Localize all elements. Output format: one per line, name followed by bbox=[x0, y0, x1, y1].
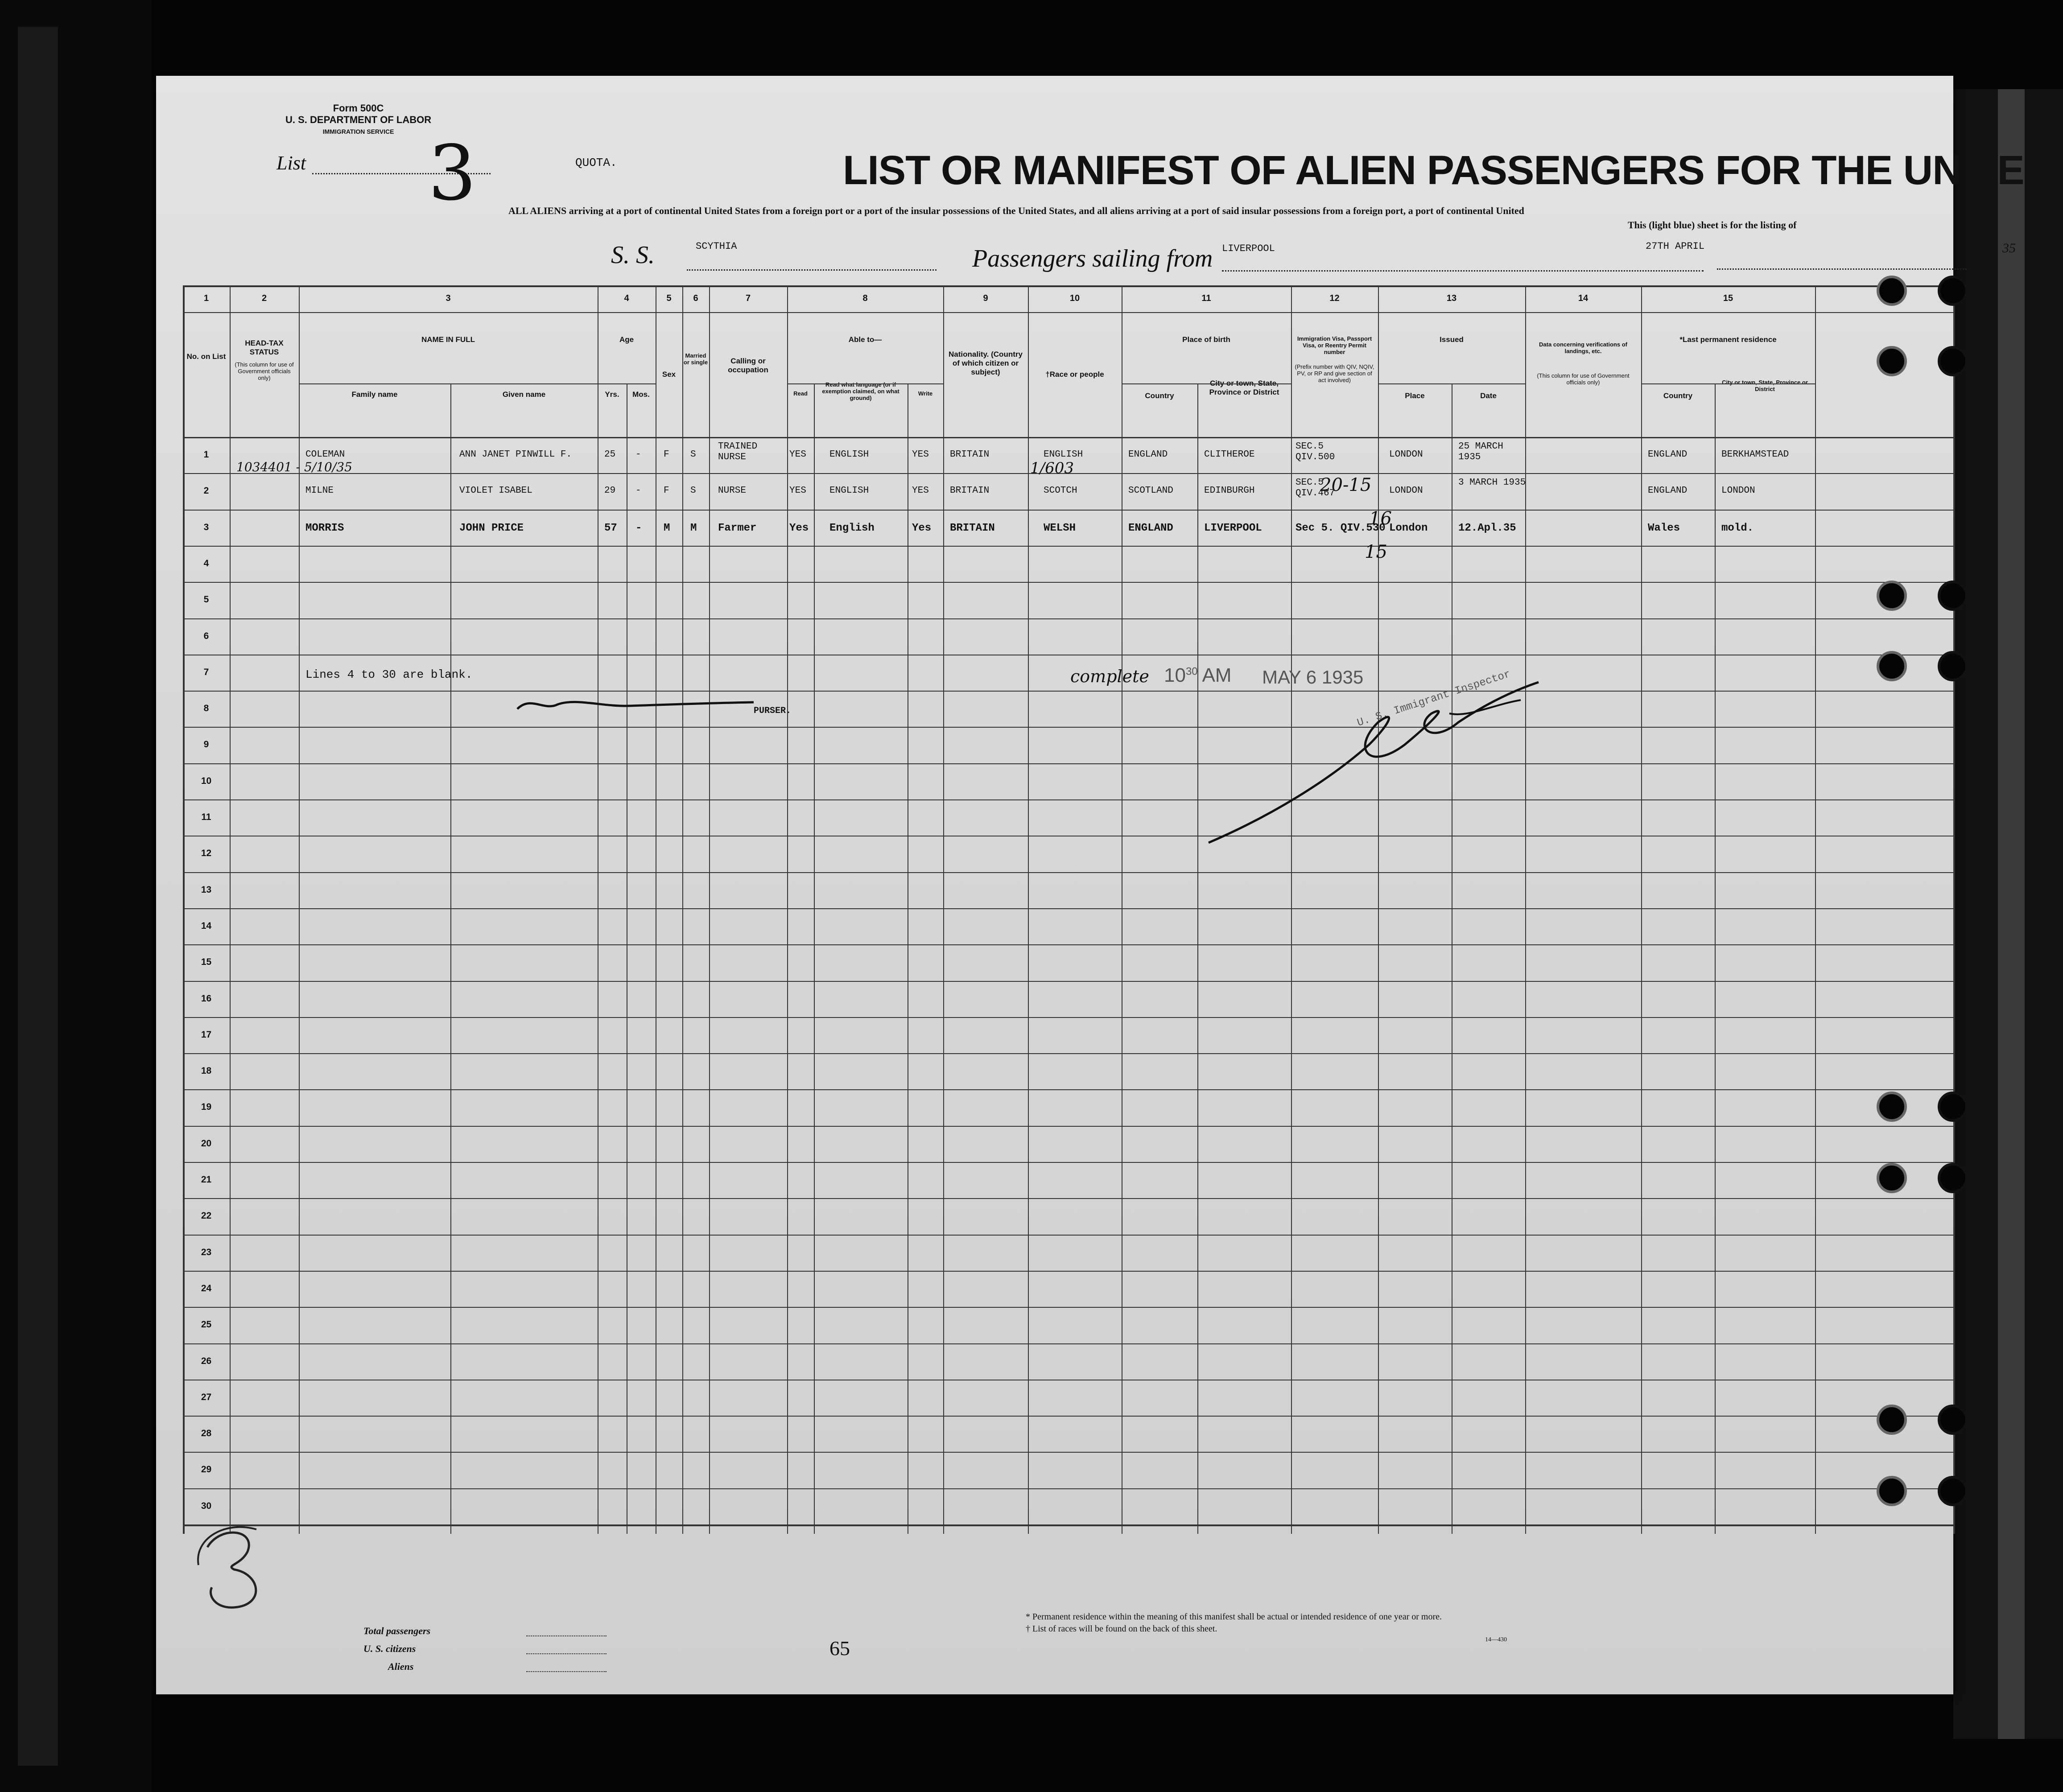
punch-hole bbox=[1938, 346, 1968, 376]
row-nationality: BRITAIN bbox=[950, 449, 990, 460]
hdr-given-name: Given name bbox=[502, 390, 546, 399]
hdr-res-city: City or town, State, Province or District bbox=[1722, 379, 1808, 392]
hdr-write: Write bbox=[918, 390, 933, 397]
row-nationality: BRITAIN bbox=[950, 522, 995, 534]
ss-label: S. S. bbox=[611, 241, 655, 269]
row-visa: SEC.5 QIV.467 bbox=[1296, 478, 1335, 499]
row-issued-date: 3 MARCH 1935 bbox=[1458, 478, 1526, 488]
row-res-city: mold. bbox=[1721, 522, 1754, 534]
row-divider bbox=[183, 510, 1953, 511]
col-number: 2 bbox=[261, 293, 267, 303]
line-number: 26 bbox=[201, 1355, 212, 1366]
hdr-nationality: Nationality. (Country of which citizen or subject) bbox=[949, 350, 1023, 376]
row-divider bbox=[183, 1524, 1953, 1526]
row-divider bbox=[183, 1416, 1953, 1417]
column-divider bbox=[943, 285, 944, 1534]
line-number: 20 bbox=[201, 1138, 212, 1149]
row-divider bbox=[183, 582, 1953, 583]
punch-hole bbox=[1877, 1092, 1907, 1122]
punch-hole bbox=[1938, 1163, 1968, 1193]
department: U. S. DEPARTMENT OF LABOR bbox=[285, 114, 432, 125]
hdr-family-name: Family name bbox=[351, 390, 398, 399]
line-number: 9 bbox=[203, 739, 209, 750]
row-issued-date: 25 MARCH 1935 bbox=[1458, 441, 1503, 462]
row-divider bbox=[183, 1198, 1953, 1199]
hdr-calling: Calling or occupation bbox=[728, 357, 768, 374]
row-married: S bbox=[690, 449, 696, 460]
races-note: † List of races will be found on the back of this sheet. bbox=[1026, 1624, 1217, 1634]
port-line bbox=[1222, 270, 1704, 272]
punch-hole bbox=[1877, 1476, 1907, 1506]
year-prefix: 19 bbox=[1971, 246, 1996, 273]
punch-hole bbox=[1877, 276, 1907, 306]
row-issued-place: London bbox=[1389, 522, 1428, 534]
punch-hole bbox=[1938, 1092, 1968, 1122]
punch-hole bbox=[1877, 651, 1907, 681]
departure-port: LIVERPOOL bbox=[1222, 243, 1275, 254]
purser-label: PURSER. bbox=[754, 706, 792, 716]
form-code: 14—430 bbox=[1485, 1636, 1507, 1643]
col-number: 12 bbox=[1329, 293, 1340, 303]
punch-hole bbox=[1938, 276, 1968, 306]
col-number: 4 bbox=[624, 293, 629, 303]
row-mos: - bbox=[635, 522, 642, 534]
row-res-city: BERKHAMSTEAD bbox=[1721, 449, 1789, 460]
line-number: 27 bbox=[201, 1392, 212, 1402]
column-divider bbox=[450, 383, 451, 1534]
row-write: Yes bbox=[912, 522, 932, 534]
subheader-divider bbox=[787, 383, 943, 384]
line-number: 22 bbox=[201, 1211, 212, 1221]
column-number-divider bbox=[183, 312, 1953, 313]
col-number: 14 bbox=[1578, 293, 1589, 303]
row-divider bbox=[183, 1307, 1953, 1308]
line-number: 23 bbox=[201, 1247, 212, 1257]
col-number: 3 bbox=[446, 293, 451, 303]
year-suffix: 35 bbox=[2002, 241, 2016, 255]
table-top-border bbox=[183, 285, 1953, 287]
row-write: YES bbox=[912, 486, 929, 496]
instruction-text: ALL ALIENS arriving at a port of continental United States from a foreign port or a port of the insular possessions of the United States, and all aliens arriving at a port of said insular possessions from a foreign port, a port of continental United bbox=[508, 205, 1524, 216]
residence-note: * Permanent residence within the meaning of this manifest shall be actual or intended residence of one year or more. bbox=[1026, 1612, 1442, 1622]
ship-name: SCYTHIA bbox=[696, 241, 737, 252]
row-race: SCOTCH bbox=[1044, 486, 1077, 496]
row-issued-date: 12.Apl.35 bbox=[1458, 522, 1516, 534]
total-passengers-label: Total passengers bbox=[363, 1625, 431, 1636]
row-divider bbox=[183, 799, 1953, 800]
row-divider bbox=[183, 1235, 1953, 1236]
row-res-city: LONDON bbox=[1721, 486, 1755, 496]
punch-hole bbox=[1877, 1405, 1907, 1435]
row-divider bbox=[183, 1017, 1953, 1018]
column-divider bbox=[682, 285, 683, 1534]
row-race: ENGLISH bbox=[1044, 449, 1083, 460]
service: IMMIGRATION SERVICE bbox=[322, 128, 394, 135]
annotation-20-15: 20-15 bbox=[1320, 475, 1372, 495]
subheader-divider bbox=[1122, 383, 1291, 384]
row-visa: SEC.5 QIV.500 bbox=[1296, 441, 1335, 462]
hdr-age: Age bbox=[619, 335, 634, 344]
hdr-verif: Data concerning verifications of landings, etc. bbox=[1539, 341, 1627, 354]
row-divider bbox=[183, 1089, 1953, 1090]
row-divider bbox=[183, 1271, 1953, 1272]
row-read: YES bbox=[789, 486, 806, 496]
row-birth-city: CLITHEROE bbox=[1204, 449, 1255, 460]
list-number: 3 bbox=[428, 129, 477, 218]
hdr-issued-place: Place bbox=[1405, 391, 1425, 400]
line-number: 13 bbox=[201, 884, 212, 895]
page-number: 65 bbox=[829, 1637, 850, 1660]
hdr-issued: Issued bbox=[1440, 335, 1464, 344]
aliens-line bbox=[526, 1671, 607, 1672]
row-lang: ENGLISH bbox=[829, 486, 869, 496]
line-number: 6 bbox=[203, 630, 209, 641]
row-family: MORRIS bbox=[305, 522, 344, 534]
hdr-birth-city: City or town, State, Province or District bbox=[1209, 379, 1279, 396]
col-number: 10 bbox=[1069, 293, 1080, 303]
row-calling: TRAINED NURSE bbox=[718, 441, 758, 462]
hdr-visa-note: (Prefix number with QIV, NQIV, PV, or RP and give section of act involved) bbox=[1295, 363, 1374, 383]
line-number: 2 bbox=[203, 486, 209, 496]
row-divider bbox=[183, 908, 1953, 909]
hdr-no-on-list: No. on List bbox=[186, 352, 226, 361]
col-number: 8 bbox=[862, 293, 868, 303]
row-birth-city: EDINBURGH bbox=[1204, 486, 1255, 496]
sailing-label: Passengers sailing from bbox=[972, 245, 1213, 272]
hdr-last-res: *Last permanent residence bbox=[1679, 335, 1777, 344]
col-number: 6 bbox=[693, 293, 698, 303]
punch-hole bbox=[1938, 581, 1968, 611]
row-divider bbox=[183, 1343, 1953, 1344]
row-birth-country: ENGLAND bbox=[1128, 522, 1173, 534]
row-visa: Sec 5. QIV.530 bbox=[1296, 522, 1386, 534]
row-divider bbox=[183, 546, 1953, 547]
hdr-head-tax-note: (This column for use of Government officials only) bbox=[235, 361, 294, 381]
col-number: 13 bbox=[1446, 293, 1457, 303]
row-issued-place: LONDON bbox=[1389, 486, 1423, 496]
row-divider bbox=[183, 1488, 1953, 1489]
col-number: 15 bbox=[1723, 293, 1733, 303]
row-divider bbox=[183, 618, 1953, 619]
hdr-able-to: Able to— bbox=[848, 335, 882, 344]
line-number: 1 bbox=[203, 449, 209, 460]
hdr-mos: Mos. bbox=[632, 390, 650, 399]
row-yrs: 29 bbox=[604, 486, 616, 496]
line-number: 15 bbox=[201, 957, 212, 968]
purser-signature bbox=[513, 693, 763, 716]
hdr-res-country: Country bbox=[1663, 391, 1693, 400]
punch-hole bbox=[1877, 346, 1907, 376]
col-number: 1 bbox=[203, 293, 209, 303]
row-read: Yes bbox=[789, 522, 809, 534]
list-label: List bbox=[276, 152, 306, 174]
row-birth-country: SCOTLAND bbox=[1128, 486, 1173, 496]
hdr-sex: Sex bbox=[662, 370, 676, 379]
col-number: 5 bbox=[666, 293, 672, 303]
row-res-country: ENGLAND bbox=[1648, 449, 1688, 460]
row-write: YES bbox=[912, 449, 929, 460]
instruction-text-2: This (light blue) sheet is for the listing of bbox=[1628, 219, 1797, 231]
line-number: 4 bbox=[203, 558, 209, 568]
line-number: 16 bbox=[201, 993, 212, 1004]
stamp-hour: 10 bbox=[1164, 664, 1186, 686]
film-edge-left bbox=[0, 0, 152, 1792]
subheader-divider bbox=[1641, 383, 1815, 384]
row-divider bbox=[183, 872, 1953, 873]
line-number: 19 bbox=[201, 1102, 212, 1112]
film-edge-right bbox=[1953, 89, 2063, 1739]
sailing-date: 27TH APRIL bbox=[1646, 241, 1705, 252]
row-lang: ENGLISH bbox=[829, 449, 869, 460]
stamp-date: MAY 6 1935 bbox=[1262, 667, 1364, 688]
punch-hole bbox=[1938, 1405, 1968, 1435]
column-divider bbox=[1525, 285, 1526, 1534]
stamp-am: AM bbox=[1202, 664, 1232, 686]
line-number: 29 bbox=[201, 1464, 212, 1475]
punch-hole bbox=[1877, 1163, 1907, 1193]
column-divider bbox=[787, 285, 788, 1534]
row-mos: - bbox=[635, 449, 641, 460]
line-number: 28 bbox=[201, 1428, 212, 1439]
annotation-15: 15 bbox=[1365, 542, 1387, 562]
hdr-read-lang: Read what language (or if exemption claimed, on what ground) bbox=[822, 381, 899, 401]
hdr-name-in-full: NAME IN FULL bbox=[421, 335, 475, 344]
annotation-16: 16 bbox=[1369, 508, 1392, 529]
row-divider bbox=[183, 1452, 1953, 1453]
us-citizens-label: U. S. citizens bbox=[363, 1643, 416, 1654]
row-divider bbox=[183, 727, 1953, 728]
column-divider bbox=[230, 285, 231, 1534]
row-yrs: 25 bbox=[604, 449, 616, 460]
row-given: ANN JANET PINWILL F. bbox=[459, 449, 572, 460]
hdr-issued-date: Date bbox=[1480, 391, 1497, 400]
row-yrs: 57 bbox=[604, 522, 617, 534]
punch-hole bbox=[1938, 651, 1968, 681]
column-divider bbox=[1028, 285, 1029, 1534]
column-divider bbox=[1715, 383, 1716, 1534]
column-divider bbox=[1291, 285, 1292, 1534]
stamp-minute: 30 bbox=[1185, 665, 1198, 678]
blank-lines-note: Lines 4 to 30 are blank. bbox=[305, 668, 473, 681]
ship-line bbox=[687, 269, 937, 271]
line-number: 12 bbox=[201, 848, 212, 859]
hdr-yrs: Yrs. bbox=[605, 390, 619, 399]
date-line bbox=[1717, 268, 1967, 270]
row-birth-city: LIVERPOOL bbox=[1204, 522, 1262, 534]
row-divider bbox=[183, 981, 1953, 982]
total-passengers-line bbox=[526, 1635, 607, 1636]
row-lang: English bbox=[829, 522, 875, 534]
circled-number bbox=[190, 1520, 292, 1619]
row-res-country: ENGLAND bbox=[1648, 486, 1688, 496]
row-race: WELSH bbox=[1044, 522, 1076, 534]
row-married: S bbox=[690, 486, 696, 496]
column-divider bbox=[1815, 285, 1816, 1534]
line-number: 18 bbox=[201, 1066, 212, 1076]
row-nationality: BRITAIN bbox=[950, 486, 990, 496]
inspector-stamp: U. S. Immigrant Inspector bbox=[1356, 668, 1512, 729]
row-calling: Farmer bbox=[718, 522, 757, 534]
line-number: 21 bbox=[201, 1174, 212, 1185]
hdr-birth-country: Country bbox=[1145, 391, 1174, 400]
quota-label: QUOTA. bbox=[575, 156, 617, 169]
column-divider bbox=[1953, 285, 1955, 1534]
hdr-race: †Race or people bbox=[1045, 370, 1104, 379]
header-bottom-border bbox=[183, 437, 1953, 438]
col-number: 11 bbox=[1201, 293, 1211, 303]
inspector-signature bbox=[1182, 655, 1672, 861]
subheader-divider bbox=[299, 383, 598, 384]
row-sex: M bbox=[664, 522, 670, 534]
col-number: 9 bbox=[983, 293, 988, 303]
line-number: 24 bbox=[201, 1283, 212, 1294]
column-divider bbox=[1197, 383, 1198, 1534]
row-divider bbox=[183, 1053, 1953, 1054]
aliens-label: Aliens bbox=[388, 1661, 414, 1672]
line-number: 7 bbox=[203, 667, 209, 677]
hdr-visa: Immigration Visa, Passport Visa, or Reentry Permit number bbox=[1297, 335, 1372, 355]
form-header bbox=[285, 103, 431, 137]
annotation-1603: 1/603 bbox=[1030, 459, 1074, 477]
row-given: JOHN PRICE bbox=[459, 522, 524, 534]
row-divider bbox=[183, 763, 1953, 764]
row-family: COLEMAN bbox=[305, 449, 345, 460]
row-sex: F bbox=[664, 449, 669, 460]
row-family: MILNE bbox=[305, 486, 334, 496]
form-number: Form 500C bbox=[333, 103, 384, 114]
line-number: 5 bbox=[203, 594, 209, 605]
hdr-head-tax: HEAD-TAX STATUS bbox=[245, 339, 284, 356]
line-number: 3 bbox=[203, 522, 209, 532]
line-number: 17 bbox=[201, 1029, 212, 1040]
row-head-tax: 1034401 - 5/10/35 bbox=[236, 460, 352, 475]
hdr-read: Read bbox=[793, 390, 808, 397]
row-sex: F bbox=[664, 486, 669, 496]
row-calling: NURSE bbox=[718, 486, 747, 496]
hdr-married: Married or single bbox=[683, 352, 708, 366]
row-mos: - bbox=[635, 486, 641, 496]
punch-hole bbox=[1938, 1476, 1968, 1506]
us-citizens-line bbox=[526, 1653, 607, 1654]
row-married: M bbox=[690, 522, 697, 534]
page-title: LIST OR MANIFEST OF ALIEN PASSENGERS FOR THE UNITED bbox=[843, 148, 2054, 193]
row-divider bbox=[183, 944, 1953, 945]
hdr-verif-note: (This column for use of Government officials only) bbox=[1537, 372, 1630, 386]
punch-hole bbox=[1877, 581, 1907, 611]
column-divider bbox=[709, 285, 710, 1534]
row-birth-country: ENGLAND bbox=[1128, 449, 1168, 460]
row-divider bbox=[183, 1162, 1953, 1163]
row-divider bbox=[183, 691, 1953, 692]
row-res-country: Wales bbox=[1648, 522, 1680, 534]
row-issued-place: LONDON bbox=[1389, 449, 1423, 460]
line-number: 8 bbox=[203, 703, 209, 714]
line-number: 30 bbox=[201, 1500, 212, 1511]
column-divider bbox=[1378, 285, 1379, 1534]
row-given: VIOLET ISABEL bbox=[459, 486, 532, 496]
annotation-complete: complete bbox=[1070, 667, 1149, 686]
hdr-place-of-birth: Place of birth bbox=[1182, 335, 1230, 344]
manifest-sheet bbox=[156, 76, 2054, 1694]
line-number: 10 bbox=[201, 775, 212, 786]
row-divider bbox=[183, 1126, 1953, 1127]
line-number: 25 bbox=[201, 1319, 212, 1330]
col-number: 7 bbox=[745, 293, 751, 303]
column-divider bbox=[183, 285, 185, 1534]
line-number: 11 bbox=[201, 812, 211, 822]
column-divider bbox=[1641, 285, 1642, 1534]
column-divider bbox=[814, 383, 815, 1534]
line-number: 14 bbox=[201, 920, 212, 931]
row-read: YES bbox=[789, 449, 806, 460]
